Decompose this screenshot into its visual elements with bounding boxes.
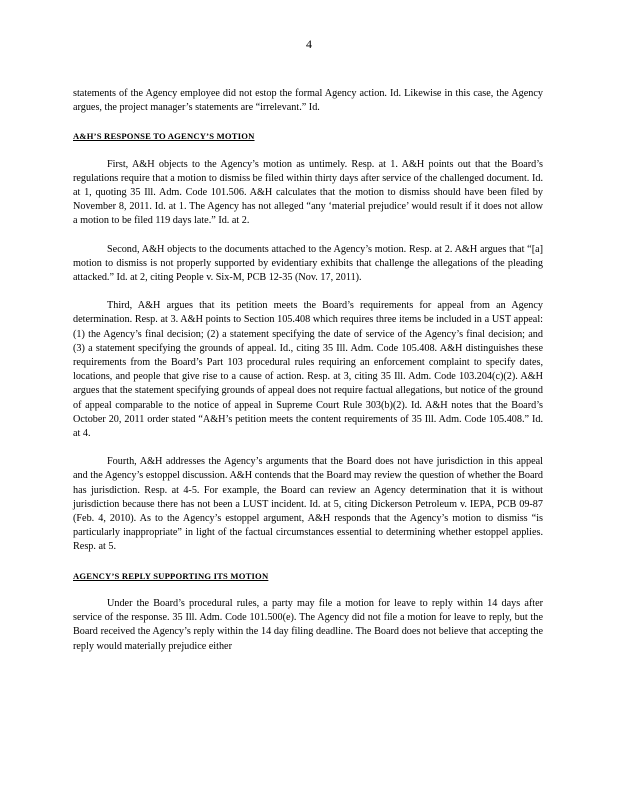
section-heading-response: A&H’S RESPONSE TO AGENCY’S MOTION bbox=[73, 131, 255, 142]
paragraph-continued: statements of the Agency employee did not estop the formal Agency action. Id. Likewise in this case, the Agency argues, the project manager’s statements are “irrelevant.” Id. bbox=[73, 88, 543, 114]
page-number: 4 bbox=[306, 37, 312, 51]
document-body bbox=[73, 87, 543, 654]
paragraph-reply: Under the Board’s procedural rules, a party may file a motion for leave to reply within 14 days after service of the response. 35 Ill. Adm. Code 101.500(e). The Agency did not file a motion for leave to reply, but the Board received the Agency’s reply within the 14 day filing deadline. The Board does not believe that accepting the reply would materially prejudice either bbox=[73, 597, 543, 652]
paragraph-first-objection: First, A&H objects to the Agency’s motion as untimely. Resp. at 1. A&H points out that the Board’s regulations require that a motion to dismiss be filed within thirty days after service of the challenged document. Id. at 1, quoting 35 Ill. Adm. Code 101.506. A&H calculates that the motion to dismiss should have been filed by November 8, 2011. Id. at 1. The Agency has not alleged “any ‘material prejudice’ would result if it does not allow a motion to be filed 119 days late.” Id. at 2. bbox=[73, 158, 543, 227]
paragraph-second-objection: Second, A&H objects to the documents attached to the Agency’s motion. Resp. at 2. A&H argues that “[a] motion to dismiss is not properly supported by evidentiary exhibits that challenge the allegations of the pleading attacked.” Id. at 2, citing People v. Six-M, PCB 12-35 (Nov. 17, 2011). bbox=[73, 243, 543, 284]
paragraph-third-argument: Third, A&H argues that its petition meets the Board’s requirements for appeal from an Agency determination. Resp. at 3. A&H points to Section 105.408 which requires three items be included in a UST appeal: (1) the Agency’s final decision; (2) a statement specifying the date of service of the Agency’s final decision; and (3) a statement specifying the grounds of appeal. Id., citing 35 Ill. Adm. Code 105.408. A&H distinguishes these requirements from the Board’s Part 103 procedural rules requiring an enforcement complaint to specify dates, locations, and people that give rise to a cause of action. Resp. at 3, citing 35 Ill. Adm. Code 103.204(c)(2). A&H argues that the statement specifying grounds of appeal does not require factual allegations, but notice of the ground of appeal comparable to the notice of appeal in Supreme Court Rule 303(b)(2). Id. A&H notes that the Board’s October 20, 2011 order stated “A&H’s petition meets the content requirements of 35 Ill. Adm. Code 105.408.” Id. at 4. bbox=[73, 300, 543, 440]
section-heading-reply: AGENCY’S REPLY SUPPORTING ITS MOTION bbox=[73, 570, 269, 581]
paragraph-fourth-argument: Fourth, A&H addresses the Agency’s arguments that the Board does not have jurisdiction in this appeal and the Agency’s estoppel discussion. A&H contends that the Board may review the question of whether the Board has jurisdiction. Resp. at 4-5. For example, the Board can review an Agency determination that it is without jurisdiction because there has not been a LUST incident. Id. at 5, citing Dickerson Petroleum v. IEPA, PCB 09-87 (Feb. 4, 2010). As to the Agency’s estoppel argument, A&H responds that the Agency’s motion to dismiss “is particularly inappropriate” in light of the factual circumstances essential to determining whether estoppel applies. Resp. at 5. bbox=[73, 456, 543, 553]
